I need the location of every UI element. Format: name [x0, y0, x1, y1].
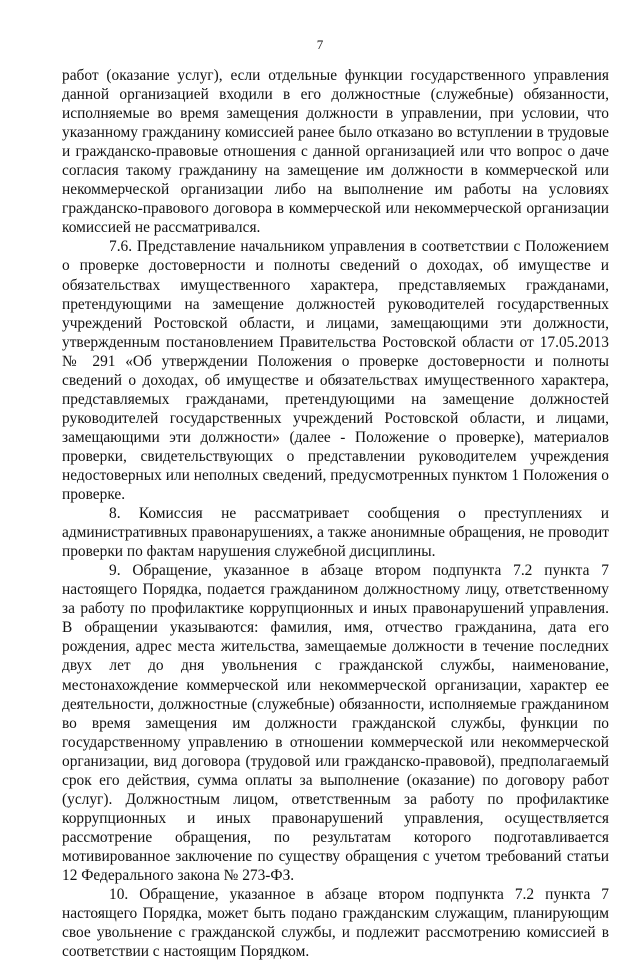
page-number: 7 — [316, 37, 324, 52]
paragraph-8: 8. Комиссия не рассматривает сообщения о преступлениях и административных правонарушениях, а также анонимные обращения, не проводит проверки по фактам нарушения служебной дисциплины. — [62, 505, 609, 561]
paragraph-7-6: 7.6. Представление начальником управления в соответствии с Положением о проверке достоверности и полноты сведений о доходах, об имуществе и обязательствах имущественного характера, представляемых гражданами, претендующими на замещение должностей руководителей государственных учреждений Ростовской области, и лицами, замещающими эти должности, утвержденным постановлением Правительства Ростовской области от 17.05.2013 № 291 «Об утверждении Положения о проверке достоверности и полноты сведений о доходах, об имуществе и обязательствах имущественного характера, представляемых гражданами, претендующими на замещение должностей руководителей государственных учреждений Ростовской области, и лицами, замещающими эти должности» (далее - Положение о проверке), материалов проверки, свидетельствующих о представлении руководителем учреждения недостоверных или неполных сведений, предусмотренных пунктом 1 Положения о проверке. — [62, 238, 609, 504]
document-body — [62, 66, 609, 961]
paragraph-continuation: работ (оказание услуг), если отдельные функции государственного управления данной организацией входили в его должностные (служебные) обязанности, исполняемые во время замещения должности в управлении, при условии, что указанному гражданину комиссией ранее было отказано во вступлении в трудовые и гражданско-правовые отношения с данной организацией или что вопрос о даче согласия такому гражданину на замещение им должности в коммерческой или некоммерческой организации либо на выполнение им работы на условиях гражданско-правового договора в коммерческой или некоммерческой организации комиссией не рассматривался. — [62, 67, 609, 237]
paragraph-10: 10. Обращение, указанное в абзаце втором подпункта 7.2 пункта 7 настоящего Порядка, может быть подано гражданским служащим, планирующим свое увольнение с гражданской службы, и подлежит рассмотрению комиссией в соответствии с настоящим Порядком. — [62, 886, 609, 961]
paragraph-9: 9. Обращение, указанное в абзаце втором подпункта 7.2 пункта 7 настоящего Порядка, подается гражданином должностному лицу, ответственному за работу по профилактике коррупционных и иных правонарушений управления. В обращении указываются: фамилия, имя, отчество гражданина, дата его рождения, адрес места жительства, замещаемые должности в течение последних двух лет до дня увольнения с гражданской службы, наименование, местонахождение коммерческой или некоммерческой организации, характер ее деятельности, должностные (служебные) обязанности, исполняемые гражданином во время замещения им должности гражданской службы, функции по государственному управлению в отношении коммерческой или некоммерческой организации, вид договора (трудовой или гражданско-правовой), предполагаемый срок его действия, сумма оплаты за выполнение (оказание) по договору работ (услуг). Должностным лицом, ответственным за работу по профилактике коррупционных и иных правонарушений управления, осуществляется рассмотрение обращения, по результатам которого подготавливается мотивированное заключение по существу обращения с учетом требований статьи 12 Федерального закона № 273-ФЗ. — [62, 562, 609, 884]
